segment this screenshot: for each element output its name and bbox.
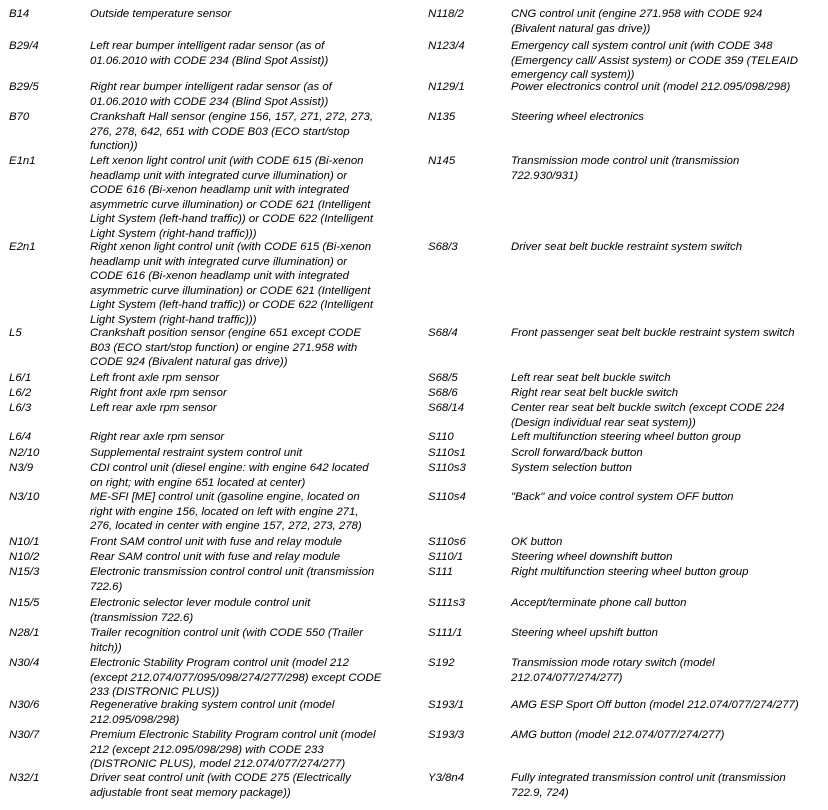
component-description-line: Power electronics control unit (model 212.095/098/298) <box>511 81 791 93</box>
component-description-line: Rear SAM control unit with fuse and relay module <box>90 551 341 563</box>
component-description-line: (DISTRONIC PLUS), model 212.074/077/274/277) <box>90 758 346 771</box>
component-description-line: 212.074/077/274/277) <box>511 671 623 684</box>
component-description-line: Electronic Stability Program control unit (model 212 <box>90 657 349 669</box>
component-code: N3/10 <box>9 491 40 503</box>
component-code: N10/1 <box>9 536 40 548</box>
component-code: S68/3 <box>428 241 458 253</box>
component-code: N30/4 <box>9 657 40 669</box>
component-description-line: headlamp unit with integrated curve illumination) or <box>90 169 348 182</box>
component-description-line: asymmetric curve illumination) or CODE 621 (Intelligent <box>90 284 371 297</box>
component-description-line: (Bivalent natural gas drive)) <box>511 22 651 35</box>
component-description-line: 722.6) <box>90 580 123 593</box>
component-description-line: Electronic transmission control control unit (transmission <box>90 566 375 578</box>
component-code: L6/1 <box>9 372 32 384</box>
component-description-line: Center rear seat belt buckle switch (except CODE 224 <box>511 402 785 414</box>
component-description-line: Emergency call system control unit (with CODE 348 <box>511 40 773 52</box>
component-description-line: System selection button <box>511 462 632 474</box>
component-description-line: Supplemental restraint system control unit <box>90 447 303 459</box>
component-code: N135 <box>428 111 456 123</box>
component-code: L6/4 <box>9 431 32 443</box>
component-description-line: 233 (DISTRONIC PLUS)) <box>90 686 220 699</box>
component-description-line: right with engine 156, located on left with engine 271, <box>90 505 359 518</box>
component-code: S68/5 <box>428 372 458 384</box>
component-code: S193/1 <box>428 699 465 711</box>
component-description-line: Driver seat belt buckle restraint system switch <box>511 241 743 253</box>
component-description-line: Right front axle rpm sensor <box>90 387 227 399</box>
component-description-line: Right multifunction steering wheel button group <box>511 566 749 578</box>
component-description-line: headlamp unit with integrated curve illumination) or <box>90 255 348 268</box>
component-description-line: 276, located in center with engine 157, 272, 273, 278) <box>90 520 362 533</box>
component-description-line: B03 (ECO start/stop function) or engine 271.958 with <box>90 341 358 354</box>
component-description-line: 276, 278, 642, 651 with CODE B03 (ECO start/stop <box>90 125 350 138</box>
component-description-line: Right xenon light control unit (with CODE 615 (Bi-xenon <box>90 241 372 253</box>
component-code: S110s4 <box>428 491 466 503</box>
component-description-line: CNG control unit (engine 271.958 with CODE 924 <box>511 8 763 20</box>
component-code: N118/2 <box>428 8 464 20</box>
component-description-line: 722.930/931) <box>511 169 579 182</box>
component-code: S110 <box>428 431 454 443</box>
component-description-line: 722.9, 724) <box>511 786 569 799</box>
component-description-line: 01.06.2010 with CODE 234 (Blind Spot Assist)) <box>90 95 329 108</box>
component-code: B29/5 <box>9 81 39 93</box>
component-code: L6/2 <box>9 387 32 399</box>
component-description-line: Left rear seat belt buckle switch <box>511 372 671 384</box>
component-code: N123/4 <box>428 40 465 52</box>
component-description-line: CODE 616 (Bi-xenon headlamp unit with integrated <box>90 184 349 197</box>
component-description-line: (Design individual rear seat system)) <box>511 416 696 429</box>
component-description-line: OK button <box>511 536 563 548</box>
component-description-line: Electronic selector lever module control unit <box>90 597 311 609</box>
component-description-line: "Back" and voice control system OFF button <box>511 491 734 503</box>
component-code: L6/3 <box>9 402 32 414</box>
component-code: B14 <box>9 8 30 20</box>
component-description-line: Regenerative braking system control unit (model <box>90 699 335 711</box>
component-description-line: Transmission mode rotary switch (model <box>511 657 715 669</box>
component-description-line: (transmission 722.6) <box>90 611 194 624</box>
component-code: B29/4 <box>9 40 39 52</box>
component-code: S110s6 <box>428 536 466 548</box>
component-code: S193/3 <box>428 729 465 741</box>
component-code: N30/6 <box>9 699 40 711</box>
component-code: S192 <box>428 657 455 669</box>
component-code: S68/4 <box>428 327 458 339</box>
component-description-line: Transmission mode control unit (transmission <box>511 155 740 167</box>
component-description-line: Right rear bumper intelligent radar sensor (as of <box>90 81 332 93</box>
component-description-line: Right rear axle rpm sensor <box>90 431 225 443</box>
component-description-line: Crankshaft position sensor (engine 651 except CODE <box>90 327 361 339</box>
component-description-line: AMG button (model 212.074/077/274/277) <box>511 729 725 741</box>
component-code: E2n1 <box>9 241 36 253</box>
component-description-line: Left rear bumper intelligent radar sensor (as of <box>90 40 325 52</box>
component-description-line: Light System (right-hand traffic))) <box>90 228 257 240</box>
component-description-line: (except 212.074/077/095/098/274/277/298) except CODE <box>90 671 382 684</box>
component-code: B70 <box>9 111 30 123</box>
component-description-line: emergency call system)) <box>511 69 635 82</box>
component-description-line: Left rear axle rpm sensor <box>90 402 217 414</box>
component-description-line: Light System (left-hand traffic)) or CODE 622 (Intelligent <box>90 299 373 312</box>
component-description-line: AMG ESP Sport Off button (model 212.074/077/274/277) <box>511 699 799 711</box>
component-description-line: Steering wheel upshift button <box>511 627 658 639</box>
component-description-line: CDI control unit (diesel engine: with engine 642 located <box>90 462 369 474</box>
component-code: N15/5 <box>9 597 40 609</box>
component-code: L5 <box>9 327 22 339</box>
component-description-line: 212 (except 212.095/098/298) with CODE 233 <box>90 743 324 756</box>
component-description-line: CODE 616 (Bi-xenon headlamp unit with integrated <box>90 270 349 283</box>
component-description-line: 212.095/098/298) <box>90 713 180 726</box>
component-description-line: Front passenger seat belt buckle restraint system switch <box>511 327 795 339</box>
component-description-line: Left front axle rpm sensor <box>90 372 220 384</box>
component-description-line: Right rear seat belt buckle switch <box>511 387 679 399</box>
component-description-line: function)) <box>90 140 138 153</box>
component-description-line: Premium Electronic Stability Program control unit (model <box>90 729 376 741</box>
component-code: S111/1 <box>428 627 463 639</box>
component-code: S110s3 <box>428 462 466 474</box>
component-description-line: Steering wheel downshift button <box>511 551 673 563</box>
component-description-line: Left xenon light control unit (with CODE 615 (Bi-xenon <box>90 155 364 167</box>
component-description-line: CODE 924 (Bivalent natural gas drive)) <box>90 356 288 369</box>
component-description-line: Light System (right-hand traffic))) <box>90 314 257 326</box>
component-description-line: Trailer recognition control unit (with CODE 550 (Trailer <box>90 627 364 639</box>
component-description-line: Front SAM control unit with fuse and relay module <box>90 536 342 548</box>
component-description-line: Steering wheel electronics <box>511 111 644 123</box>
component-description-line: ME-SFI [ME] control unit (gasoline engine, located on <box>90 491 360 503</box>
component-description-line: Fully integrated transmission control unit (transmission <box>511 772 786 784</box>
component-description-line: Driver seat control unit (with CODE 275 (Electrically <box>90 772 351 784</box>
component-description-line: Crankshaft Hall sensor (engine 156, 157, 271, 272, 273, <box>90 111 374 123</box>
component-description-line: Light System (left-hand traffic)) or CODE 622 (Intelligent <box>90 213 373 226</box>
component-code: S68/14 <box>428 402 465 414</box>
component-code: N28/1 <box>9 627 40 639</box>
component-code: N129/1 <box>428 81 465 93</box>
component-code: N15/3 <box>9 566 40 578</box>
component-description-line: 01.06.2010 with CODE 234 (Blind Spot Assist)) <box>90 54 329 67</box>
component-code: N30/7 <box>9 729 40 741</box>
component-code: S111 <box>428 566 453 578</box>
component-description-line: (Emergency call/ Assist system) or CODE 359 (TELEAID <box>511 54 798 67</box>
component-code: N2/10 <box>9 447 40 459</box>
component-code: S68/6 <box>428 387 458 399</box>
component-description-line: Left multifunction steering wheel button group <box>511 431 741 443</box>
component-description-line: on right; with engine 651 located at center) <box>90 476 306 489</box>
component-code: Y3/8n4 <box>428 772 465 784</box>
component-description-line: Accept/terminate phone call button <box>511 597 687 609</box>
component-description-line: asymmetric curve illumination) or CODE 621 (Intelligent <box>90 198 371 211</box>
component-code: S111s3 <box>428 597 465 609</box>
component-code: S110s1 <box>428 447 466 459</box>
component-description-line: hitch)) <box>90 641 122 654</box>
component-code: E1n1 <box>9 155 36 167</box>
component-description-line: adjustable front seat memory package)) <box>90 786 291 799</box>
component-code: N32/1 <box>9 772 40 784</box>
component-description-line: Outside temperature sensor <box>90 8 232 20</box>
component-code: N145 <box>428 155 456 167</box>
right-column <box>420 0 828 810</box>
component-code: N3/9 <box>9 462 34 474</box>
component-code: S110/1 <box>428 551 464 563</box>
component-code: N10/2 <box>9 551 40 563</box>
component-description-line: Scroll forward/back button <box>511 447 643 459</box>
